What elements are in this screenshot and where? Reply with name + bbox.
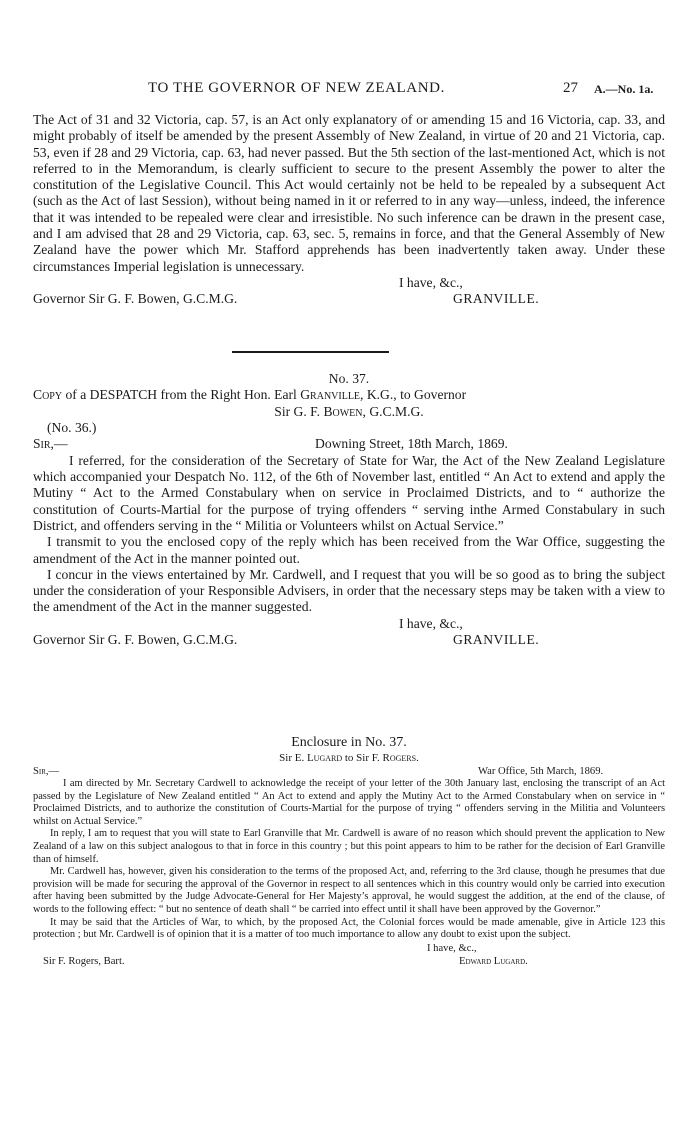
sub-lugard: Lugard	[306, 752, 343, 764]
body-paragraph: The Act of 31 and 32 Victoria, cap. 57, is an Act only explanatory of or amending 15 and 16 Victoria, cap. 33, and might probably of itself be amended by the present Assembly of New Zealand, in virtue of 20 and 21 Victoria, cap. 53, even if 28 and 29 Victoria, cap. 63, had never passed. But the 5th section of the last-mentioned Act, which is not referred to in the Memorandum, is clearly sufficient to secure to the present Assembly the power to alter the constitution of the Legislative Council. This Act would certainly not be held to be repealed by a subsequent Act (such as the Act of last Session), without being named in it or referred to in any way—unless, indeed, the inference that it was intended to be repealed were clear and irresistible. No such inference can be drawn in the present case, and I am advised that 28 and 29 Victoria, cap. 63, sec. 5, remains in force, and that the General Assembly of New Zealand have the power which Mr. Stafford apprehends has been inadvertently taken away. Under these circumstances Imperial legislation is unnecessary.	[33, 112, 665, 274]
closing: I have, &c.,	[427, 942, 477, 954]
salutation: Sir,—	[33, 766, 60, 777]
salutation: Sir,—	[33, 436, 68, 452]
closing-line	[33, 942, 665, 955]
enclosure-heading: Enclosure in No. 37.	[291, 735, 407, 750]
running-title: TO THE GOVERNOR OF NEW ZEALAND.	[148, 80, 445, 96]
despatch-heading	[33, 387, 665, 404]
closing-line	[33, 616, 665, 632]
document-reference: A.—No. 1a.	[594, 82, 654, 96]
heading-part: of a DESPATCH from the Right Hon. Earl	[65, 387, 297, 403]
enclosure-subheading	[33, 752, 665, 765]
closing: I have, &c.,	[399, 615, 463, 631]
salutation-line	[33, 765, 665, 778]
sub-part: .	[416, 752, 419, 764]
despatch-36-conclusion	[33, 112, 665, 308]
section-divider	[232, 351, 389, 353]
body-paragraph: I transmit to you the enclosed copy of the reply which has been received from the War Office, suggesting the amendment of the Act in the manner pointed out.	[33, 534, 665, 566]
enclosure-37	[33, 735, 665, 968]
copy-word: Copy	[33, 387, 63, 403]
body-paragraph: I referred, for the consideration of the Secretary of State for War, the Act of the New Zealand Legislature which accompanied your Despatch No. 112, of the 6th of November last, entitled “ An Act to extend and apply the Mutiny “ Act to the Armed Constabulary when on service in Proclaimed Districts, and to “ authorize the constitution of Courts-Martial for the purpose of trying offenders “ serving inthe Armed Constabulary in such District, and offenders serving in the “ Militia or Volunteers whilst on Actual Service.”	[33, 452, 665, 533]
sub-part: to Sir F.	[344, 752, 380, 764]
signature-line	[33, 955, 665, 968]
heading-part: , K.G., to Governor	[360, 387, 467, 403]
addressee: Governor Sir G. F. Bowen, G.C.M.G.	[33, 291, 238, 307]
body-paragraph: I am directed by Mr. Secretary Cardwell to acknowledge the receipt of your letter of the 30th January last, enclosing the transcript of an Act passed by the Legislature of New Zealand entitled “ An Act to extend and apply the Mutiny Act to the Armed Constabulary when on service in “ Proclaimed Districts, and to authorize the constitution of Courts-Martial for the purpose of trying “ offenders serving in the Militia and Volunteers whilst on Actual Service.”	[33, 778, 665, 827]
page-header	[0, 80, 700, 100]
salutation-line	[33, 436, 665, 452]
despatch-37	[33, 371, 665, 648]
addressee: Sir F. Rogers, Bart.	[43, 955, 125, 967]
signature: GRANVILLE.	[453, 291, 540, 307]
reference-line	[33, 420, 665, 436]
body-paragraph: I concur in the views entertained by Mr. Cardwell, and I request that you will be so good as to bring the subject under the consideration of your Responsible Advisers, in order that the necessary steps may be taken with a view to the amendment of the Act in the manner suggested.	[33, 566, 665, 615]
body-paragraph: In reply, I am to request that you will state to Earl Granville that Mr. Cardwell is aware of no reason which should prevent the application to New Zealand of a law on this subject analogous to that in force in this country ; but this point appears to him to be rather for the decision of Earl Granville than of himself.	[33, 828, 665, 865]
signature-line	[33, 632, 665, 648]
page-number: 27	[563, 80, 578, 96]
body-paragraph: Mr. Cardwell has, however, given his consideration to the terms of the proposed Act, and, referring to the 3rd clause, though he presumes that due provision will be made for securing the approval of the Governor in respect to all sentences which in this country would only be carried into execution after having been submitted by the Judge Advocate-General for Her Majesty’s approval, he would suggest the addition, at the end of the clause, of words to the following effect: “ but no sentence of death shall “ be carried into effect until it shall have been approved by the Governor.”	[33, 866, 665, 915]
despatch-heading-cont	[33, 404, 665, 420]
heading-bowen: Bowen	[323, 403, 363, 419]
heading-part: , G.C.M.G.	[362, 403, 424, 419]
place-date: War Office, 5th March, 1869.	[478, 766, 604, 777]
heading-part: Sir G. F.	[274, 403, 321, 419]
signature: Edward Lugard.	[459, 955, 528, 967]
addressee: Governor Sir G. F. Bowen, G.C.M.G.	[33, 632, 238, 648]
heading-earl: Granville	[300, 387, 361, 403]
sub-part: Sir E.	[279, 752, 305, 764]
place-date: Downing Street, 18th March, 1869.	[315, 436, 508, 452]
signature-line	[33, 291, 665, 307]
body-paragraph: It may be said that the Articles of War, to which, by the proposed Act, the Colonial forces would be made amenable, give in Article 123 this protection ; but Mr. Cardwell is of opinion that it is a matter of too much importance to allow any doubt to exist upon the subject.	[33, 916, 665, 941]
closing: I have, &c.,	[399, 274, 463, 290]
despatch-number: No. 37.	[328, 371, 370, 386]
sub-rogers: Rogers	[382, 752, 417, 764]
despatch-ref: (No. 36.)	[47, 420, 97, 436]
signature: GRANVILLE.	[453, 632, 540, 648]
closing-line	[33, 275, 665, 291]
